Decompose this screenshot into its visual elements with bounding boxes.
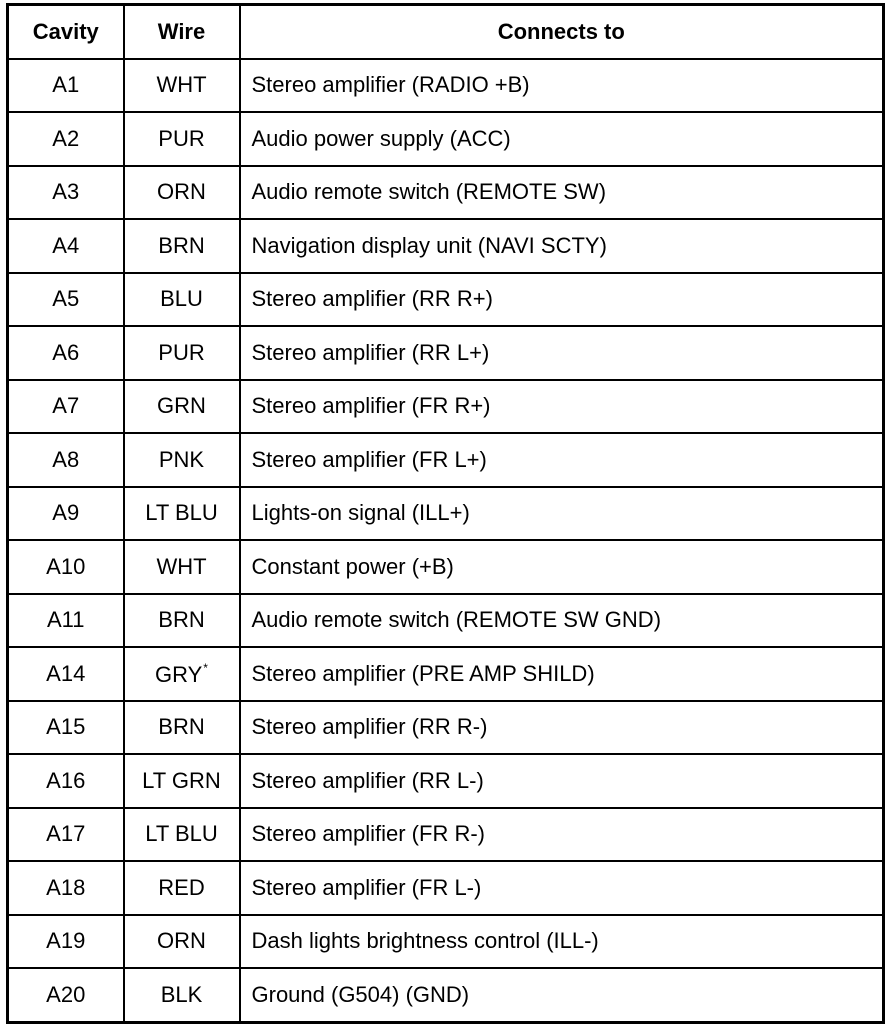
cell-connects-to: Navigation display unit (NAVI SCTY) <box>240 219 884 273</box>
wire-color-label: PNK <box>158 446 205 472</box>
cell-wire <box>124 594 240 648</box>
cell-wire <box>124 166 240 220</box>
cell-cavity: A20 <box>8 968 124 1022</box>
cell-connects-to: Stereo amplifier (RR R+) <box>240 273 884 327</box>
cell-connects-to: Stereo amplifier (RR R-) <box>240 701 884 755</box>
header-wire: Wire <box>124 5 240 59</box>
cell-cavity: A19 <box>8 915 124 969</box>
table-row <box>8 968 884 1022</box>
wire-color-label: BRN <box>158 232 205 258</box>
cell-cavity: A7 <box>8 380 124 434</box>
table-header-row <box>8 5 884 59</box>
table-row <box>8 915 884 969</box>
table-row <box>8 808 884 862</box>
cell-cavity: A6 <box>8 326 124 380</box>
wire-color-label: RED <box>158 874 205 900</box>
cell-cavity: A14 <box>8 647 124 701</box>
cell-cavity: A1 <box>8 59 124 113</box>
cell-connects-to: Constant power (+B) <box>240 540 884 594</box>
cell-cavity: A3 <box>8 166 124 220</box>
table-row <box>8 594 884 648</box>
cell-connects-to: Stereo amplifier (PRE AMP SHILD) <box>240 647 884 701</box>
cell-wire <box>124 701 240 755</box>
table-body <box>8 59 884 1023</box>
cell-connects-to: Ground (G504) (GND) <box>240 968 884 1022</box>
cell-wire <box>124 968 240 1022</box>
cell-cavity: A9 <box>8 487 124 541</box>
cell-wire <box>124 861 240 915</box>
cell-cavity: A11 <box>8 594 124 648</box>
cell-wire <box>124 754 240 808</box>
cell-cavity: A15 <box>8 701 124 755</box>
table-row <box>8 861 884 915</box>
cell-cavity: A16 <box>8 754 124 808</box>
cell-cavity: A18 <box>8 861 124 915</box>
table-row <box>8 273 884 327</box>
cell-wire <box>124 647 240 701</box>
table-row <box>8 112 884 166</box>
table-row <box>8 59 884 113</box>
cell-connects-to: Stereo amplifier (RR L+) <box>240 326 884 380</box>
cell-wire <box>124 380 240 434</box>
cell-connects-to: Lights-on signal (ILL+) <box>240 487 884 541</box>
wire-color-label: PUR <box>158 125 205 151</box>
wire-color-label: BRN <box>158 714 205 740</box>
wire-color-label: BLU <box>160 286 203 312</box>
cell-connects-to: Audio power supply (ACC) <box>240 112 884 166</box>
wire-color-label: WHT <box>156 72 207 98</box>
table-row <box>8 754 884 808</box>
wire-color-label: PUR <box>158 339 205 365</box>
table-row <box>8 166 884 220</box>
wire-color-label: ORN <box>157 928 206 954</box>
table-row <box>8 380 884 434</box>
wire-color-label: LT BLU <box>145 500 218 526</box>
wire-color-label: GRN <box>157 393 206 419</box>
header-cavity: Cavity <box>8 5 124 59</box>
cell-connects-to: Stereo amplifier (FR L+) <box>240 433 884 487</box>
cell-wire <box>124 326 240 380</box>
cell-wire <box>124 915 240 969</box>
header-connects-to: Connects to <box>240 5 884 59</box>
cell-cavity: A2 <box>8 112 124 166</box>
wire-color-label: LT BLU <box>145 821 218 847</box>
cell-connects-to: Stereo amplifier (FR R+) <box>240 380 884 434</box>
cell-wire <box>124 540 240 594</box>
connector-pinout-table <box>6 3 885 1024</box>
cell-wire <box>124 808 240 862</box>
cell-wire <box>124 112 240 166</box>
cell-wire <box>124 273 240 327</box>
cell-cavity: A4 <box>8 219 124 273</box>
table-row <box>8 540 884 594</box>
wire-footnote-marker: * <box>203 660 208 675</box>
cell-connects-to: Audio remote switch (REMOTE SW GND) <box>240 594 884 648</box>
cell-connects-to: Audio remote switch (REMOTE SW) <box>240 166 884 220</box>
cell-connects-to: Dash lights brightness control (ILL-) <box>240 915 884 969</box>
wire-color-label: BLK <box>160 981 203 1007</box>
cell-connects-to: Stereo amplifier (FR R-) <box>240 808 884 862</box>
wire-color-label: LT GRN <box>142 767 221 793</box>
table-row <box>8 487 884 541</box>
cell-wire <box>124 59 240 113</box>
cell-wire <box>124 487 240 541</box>
cell-wire <box>124 433 240 487</box>
cell-wire <box>124 219 240 273</box>
cell-cavity: A5 <box>8 273 124 327</box>
cell-connects-to: Stereo amplifier (RR L-) <box>240 754 884 808</box>
table-row <box>8 326 884 380</box>
table-row <box>8 647 884 701</box>
wire-color-label: BRN <box>158 607 205 633</box>
cell-cavity: A10 <box>8 540 124 594</box>
cell-cavity: A8 <box>8 433 124 487</box>
table-row <box>8 433 884 487</box>
cell-connects-to: Stereo amplifier (RADIO +B) <box>240 59 884 113</box>
table-row <box>8 219 884 273</box>
wire-color-label: WHT <box>156 553 207 579</box>
table-row <box>8 701 884 755</box>
wire-color-label: GRY <box>155 661 203 687</box>
wire-color-label: ORN <box>157 179 206 205</box>
cell-connects-to: Stereo amplifier (FR L-) <box>240 861 884 915</box>
cell-cavity: A17 <box>8 808 124 862</box>
